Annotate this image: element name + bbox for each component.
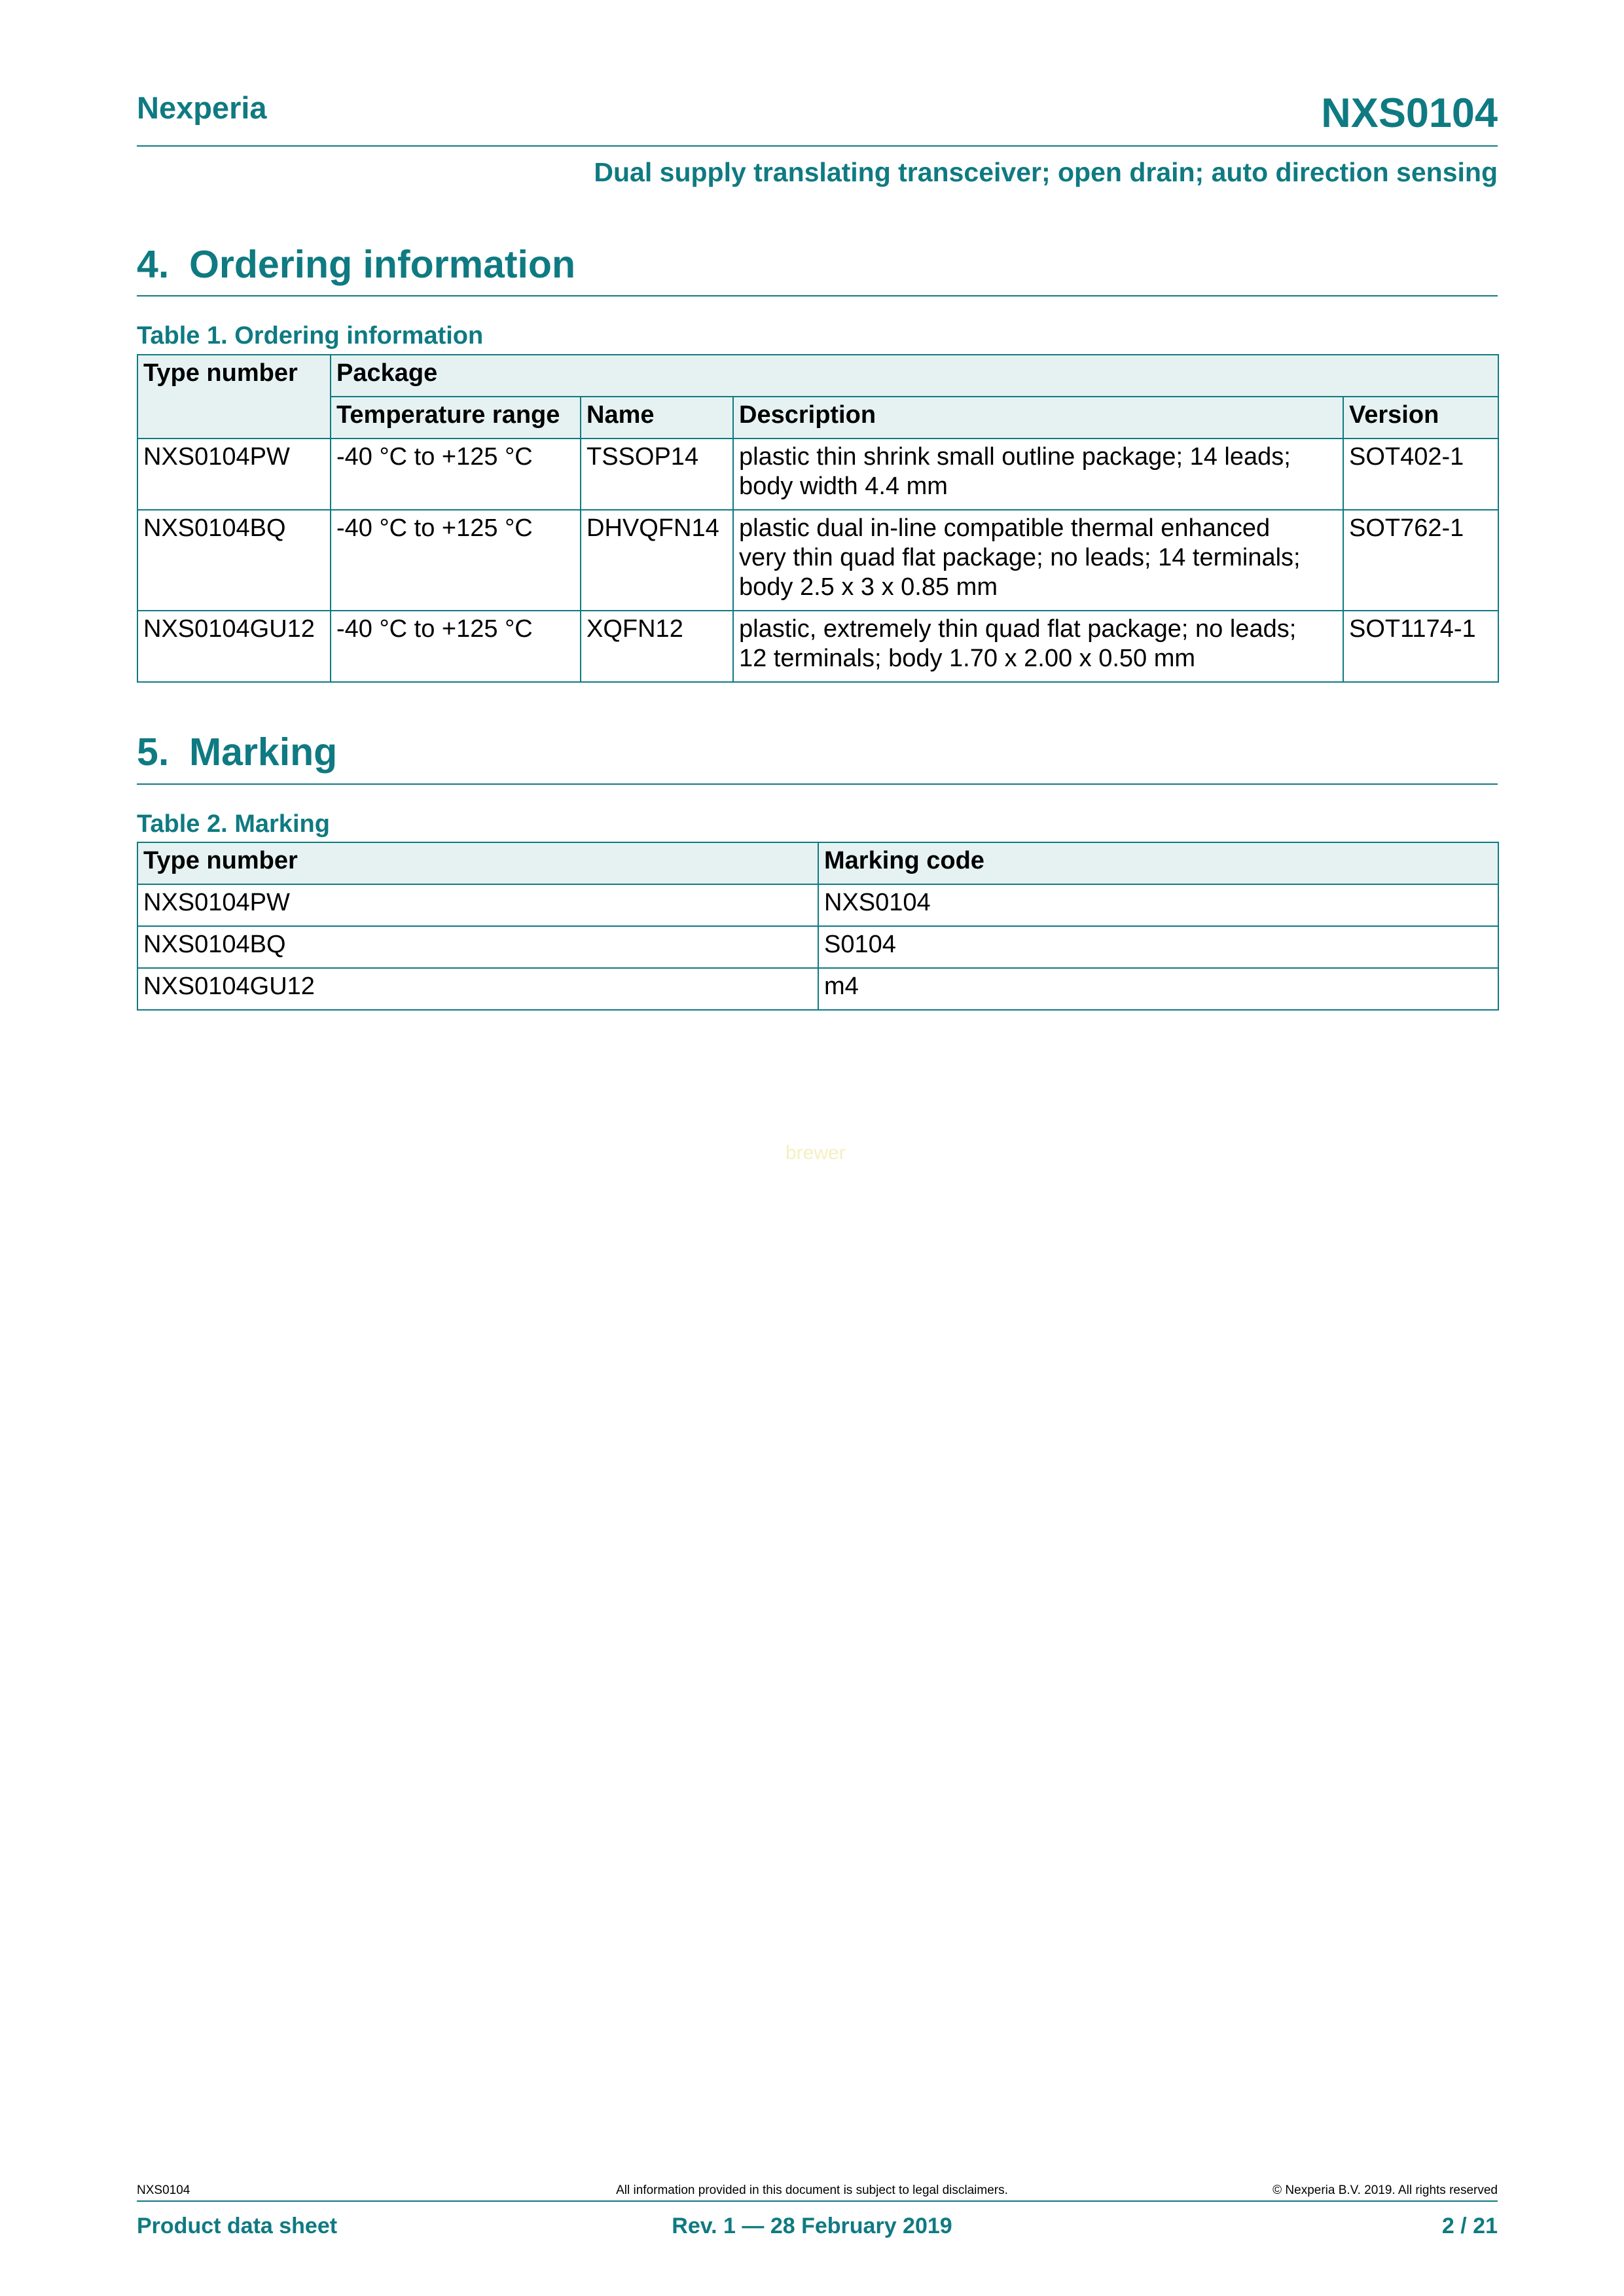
section-rule [137,783,1498,785]
table-row [137,926,1498,968]
header-version: Version [1343,397,1498,439]
header-package: Package [331,355,1498,397]
header-temperature-range: Temperature range [331,397,581,439]
header-type-number: Type number [137,355,331,439]
cell-marking-code: S0104 [818,926,1498,968]
description-line: plastic, extremely thin quad flat package; no leads; [739,615,1297,643]
footer-doc-id: NXS0104 [137,2183,190,2197]
cell-description [733,510,1343,611]
description-line: plastic dual in-line compatible thermal enhanced [739,514,1271,542]
ordering-table [137,354,1499,683]
cell-version: SOT762-1 [1343,510,1498,611]
marking-table [137,842,1499,1011]
table-caption: Table 1. Ordering information [137,322,484,350]
cell-type-number: NXS0104BQ [137,510,331,611]
cell-package-name: DHVQFN14 [581,510,733,611]
description-line: very thin quad flat package; no leads; 14 terminals; [739,544,1301,571]
footer-revision: Rev. 1 — 28 February 2019 [672,2214,952,2238]
table-header-row [137,397,1498,439]
table-caption: Table 2. Marking [137,810,330,838]
header-marking-code: Marking code [818,842,1498,884]
section-title: Marking [189,730,338,774]
cell-description [733,439,1343,510]
cell-type-number: NXS0104BQ [137,926,818,968]
section-rule [137,295,1498,296]
description-line: body 2.5 x 3 x 0.85 mm [739,573,998,601]
cell-temperature-range: -40 °C to +125 °C [331,611,581,682]
table-header-row [137,355,1498,397]
header-name: Name [581,397,733,439]
cell-type-number: NXS0104GU12 [137,611,331,682]
table-row [137,611,1498,682]
cell-version: SOT402-1 [1343,439,1498,510]
description-line: body width 4.4 mm [739,473,948,500]
section-heading-marking [137,730,337,774]
cell-temperature-range: -40 °C to +125 °C [331,510,581,611]
section-number: 5. [137,730,170,774]
cell-description [733,611,1343,682]
cell-version: SOT1174-1 [1343,611,1498,682]
footer-page-number: 2 / 21 [1441,2214,1498,2238]
footer-copyright: © Nexperia B.V. 2019. All rights reserved [1272,2183,1498,2197]
table-row [137,884,1498,926]
table-row [137,510,1498,611]
footer-disclaimer: All information provided in this document is subject to legal disclaimers. [616,2183,1008,2197]
table-row [137,968,1498,1010]
cell-marking-code: m4 [818,968,1498,1010]
footer-doc-type: Product data sheet [137,2214,338,2238]
section-title: Ordering information [189,243,575,286]
table-header-row [137,842,1498,884]
footer-rule [137,2200,1498,2202]
cell-marking-code: NXS0104 [818,884,1498,926]
section-heading-ordering [137,242,575,287]
header-type-number: Type number [137,842,818,884]
section-number: 4. [137,243,170,286]
table-row [137,439,1498,510]
document-id: NXS0104 [1321,90,1498,136]
document-subtitle: Dual supply translating transceiver; open drain; auto direction sensing [594,157,1498,187]
watermark-text: brewer [785,1142,846,1164]
header-description: Description [733,397,1343,439]
cell-package-name: XQFN12 [581,611,733,682]
header-rule [137,145,1498,147]
description-line: 12 terminals; body 1.70 x 2.00 x 0.50 mm [739,645,1196,672]
cell-package-name: TSSOP14 [581,439,733,510]
brand-name: Nexperia [137,90,267,125]
cell-type-number: NXS0104PW [137,884,818,926]
cell-temperature-range: -40 °C to +125 °C [331,439,581,510]
cell-type-number: NXS0104PW [137,439,331,510]
description-line: plastic thin shrink small outline package; 14 leads; [739,443,1291,471]
cell-type-number: NXS0104GU12 [137,968,818,1010]
